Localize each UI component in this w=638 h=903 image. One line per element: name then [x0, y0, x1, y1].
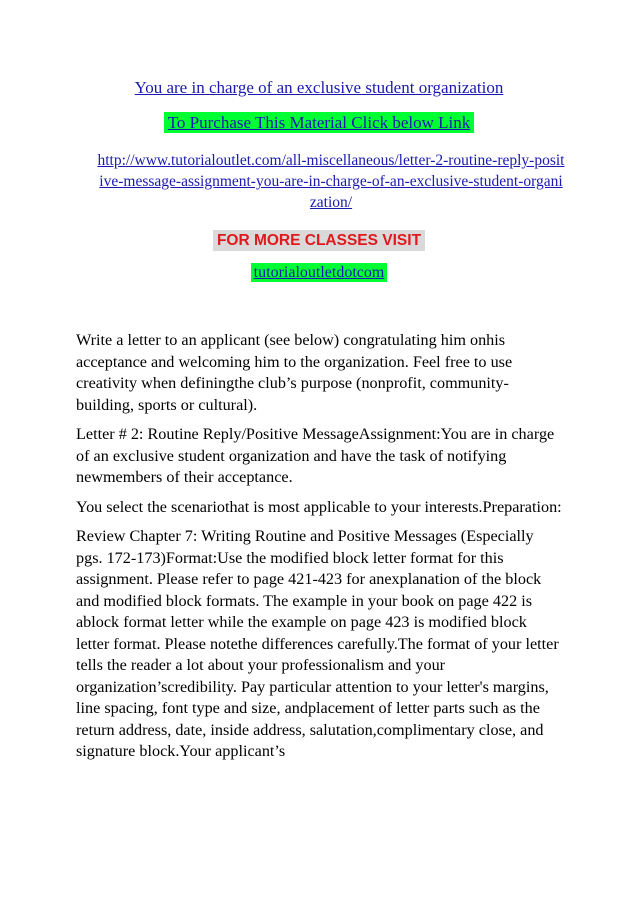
- document-title: You are in charge of an exclusive student organization: [134, 78, 504, 97]
- purchase-link[interactable]: To Purchase This Material Click below Link: [164, 112, 475, 133]
- more-classes-text: FOR MORE CLASSES VISIT: [213, 230, 425, 251]
- purchase-banner: [0, 113, 638, 133]
- paragraph: Letter # 2: Routine Reply/Positive MessageAssignment:You are in charge of an exclusive student organization and have the task of notifying newmembers of their acceptance.: [76, 425, 555, 486]
- material-url-link[interactable]: http://www.tutorialoutlet.com/all-miscellaneous/letter-2-routine-reply-positive-message-assignment-you-are-in-charge-of-an-exclusive-student-organization/: [97, 152, 565, 211]
- paragraph: Review Chapter 7: Writing Routine and Positive Messages (Especially pgs. 172-173)Format:Use the modified block letter format for this assignment. Please refer to page 421-423 for anexplanation of the block and modified block formats. The example in your book on page 422 is ablock format letter while the example on page 423 is modified block letter format. Please notethe differences carefully.The format of your letter tells the reader a lot about your professionalism and your organization’scredibility. Pay particular attention to your letter's margins, line spacing, font type and size, andplacement of letter parts such as the return address, date, inside address, salutation,complimentary close, and signature block.Your applicant’s: [76, 527, 559, 760]
- site-link[interactable]: tutorialoutletdotcom: [251, 263, 388, 282]
- more-classes-banner: [0, 232, 638, 250]
- site-banner: [0, 264, 638, 282]
- paragraph: Write a letter to an applicant (see below) congratulating him onhis acceptance and welcoming him to the organization. Feel free to use creativity when definingthe club’s purpose (nonprofit, community-building, sports or cultural).: [76, 331, 513, 414]
- document-body: [76, 330, 564, 771]
- paragraph: You select the scenariothat is most applicable to your interests.Preparation:: [76, 497, 562, 516]
